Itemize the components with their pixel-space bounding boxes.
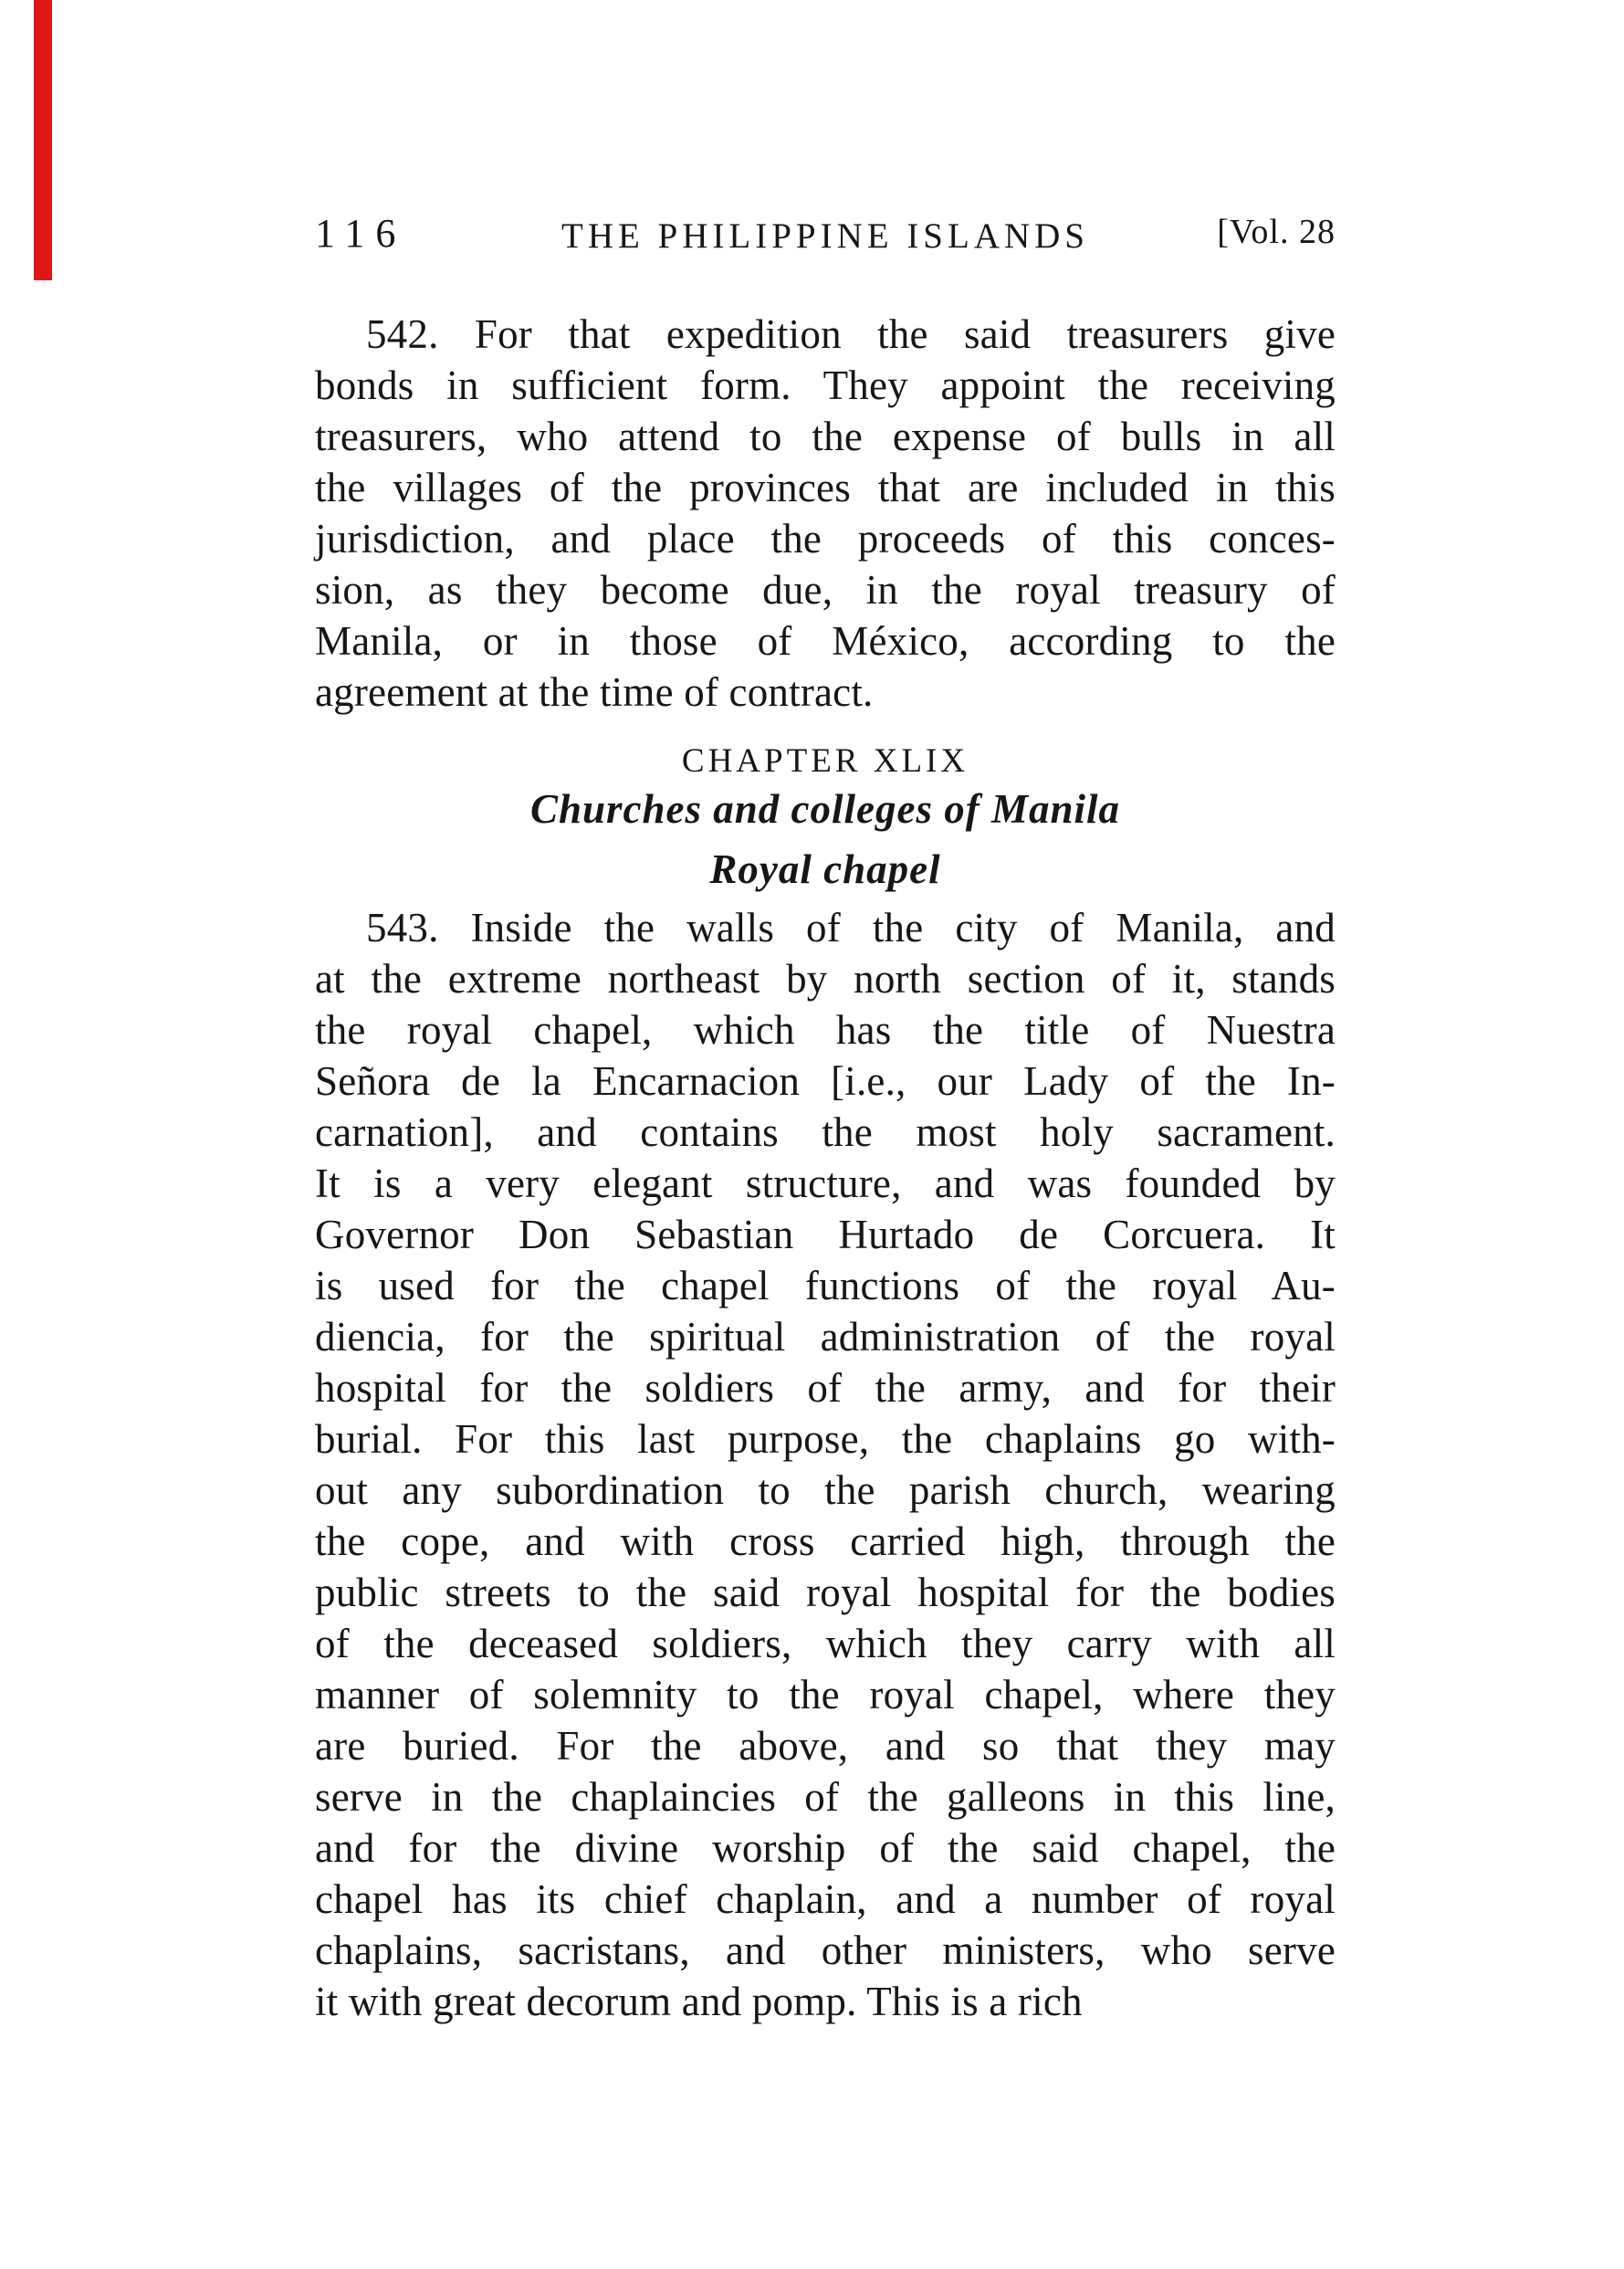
text-line: the royal chapel, which has the title of Nuestra <box>315 1007 1336 1053</box>
text-line: It is a very elegant structure, and was founded by <box>315 1161 1336 1206</box>
scan-artifact-red-stripe <box>34 0 52 280</box>
text-line: are buried. For the above, and so that they may <box>315 1723 1336 1769</box>
chapter-subtitle: Churches and colleges of Manila <box>529 786 1121 832</box>
text-line: Señora de la Encarnacion [i.e., our Lady of the In- <box>315 1058 1336 1104</box>
text-line: of the deceased soldiers, which they carry with all <box>315 1621 1336 1666</box>
text-line: the cope, and with cross carried high, through the <box>315 1518 1336 1564</box>
text-line: manner of solemnity to the royal chapel, where they <box>315 1672 1336 1718</box>
text-line: 542. For that expedition the said treasurers give <box>366 311 1336 357</box>
text-line: chapel has its chief chaplain, and a number of royal <box>315 1876 1336 1922</box>
text-line: serve in the chaplaincies of the galleons in this line, <box>315 1774 1336 1820</box>
chapter-heading: CHAPTER XLIX <box>681 742 969 780</box>
text-line: Manila, or in those of México, according to the <box>315 618 1336 664</box>
text-line: carnation], and contains the most holy sacrament. <box>315 1109 1336 1155</box>
text-line: sion, as they become due, in the royal treasury of <box>315 567 1336 613</box>
paragraph-543 <box>315 902 1336 2027</box>
text-line: at the extreme northeast by north section of it, stands <box>315 956 1336 1002</box>
volume-label: [Vol. 28 <box>1217 213 1336 251</box>
text-line: public streets to the said royal hospital for the bodies <box>315 1570 1336 1615</box>
text-line: diencia, for the spiritual administration of the royal <box>315 1314 1336 1360</box>
text-line: and for the divine worship of the said chapel, the <box>315 1825 1336 1871</box>
running-title: THE PHILIPPINE ISLANDS <box>561 216 1089 256</box>
page-number: 116 <box>315 211 407 256</box>
page-header <box>315 206 1336 265</box>
text-line: bonds in sufficient form. They appoint the receiving <box>315 362 1336 408</box>
text-line: 543. Inside the walls of the city of Manila, and <box>366 905 1336 951</box>
section-heading: Royal chapel <box>709 846 941 892</box>
text-line: burial. For this last purpose, the chaplains go with- <box>315 1416 1336 1462</box>
text-line: chaplains, sacristans, and other ministers, who serve <box>315 1928 1336 1973</box>
text-line: is used for the chapel functions of the royal Au- <box>315 1263 1336 1308</box>
text-line: the villages of the provinces that are included in this <box>315 465 1336 510</box>
text-line: agreement at the time of contract. <box>315 669 874 715</box>
text-line: jurisdiction, and place the proceeds of this conces- <box>315 516 1336 562</box>
text-line: it with great decorum and pomp. This is a rich <box>315 1979 1083 2024</box>
text-line: out any subordination to the parish church, wearing <box>315 1467 1336 1513</box>
text-line: Governor Don Sebastian Hurtado de Corcuera. It <box>315 1212 1336 1257</box>
paragraph-542 <box>315 309 1336 718</box>
text-line: hospital for the soldiers of the army, and for their <box>315 1365 1336 1411</box>
text-line: treasurers, who attend to the expense of bulls in all <box>315 414 1336 459</box>
